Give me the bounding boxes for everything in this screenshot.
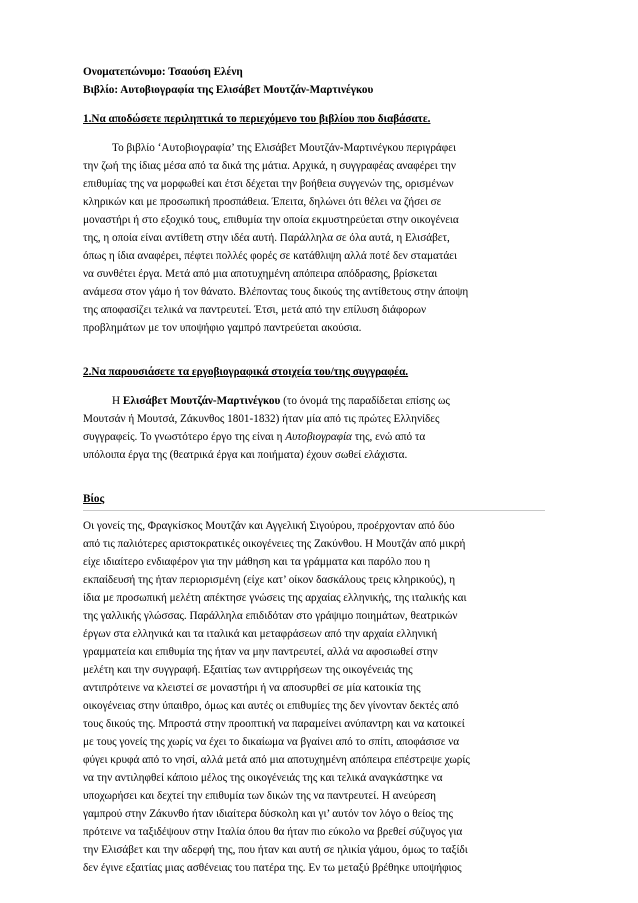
paragraph-line: Οι γονείς της, Φραγκίσκος Μουτζάν και Αγγελική Σιγούρου, προέρχονταν από δύο: [83, 520, 455, 532]
paragraph-line: της, η οποία είναι αντίθετη στην ιδέα αυτή. Παράλληλα σε όλα αυτά, η Ελισάβετ,: [83, 232, 450, 244]
book-title-line: Βιβλίο: Αυτοβιογραφία της Ελισάβετ Μουτζάν-Μαρτινέγκου: [83, 84, 374, 96]
text-span: συγγραφείς. Το γνωστότερο έργο της είναι η: [83, 431, 286, 443]
paragraph-line: Μουτσάν ή Μουτσά, Ζάκυνθος 1801-1832) ήταν μία από τις πρώτες Ελληνίδες: [83, 413, 440, 425]
paragraph-line: μοναστήρι ή στο εξοχικό τους, επιθυμία την οποία εκμυστηρεύεται στην οικογένεια: [83, 214, 459, 226]
paragraph-line: τους δικούς της. Μπροστά στην προοπτική να παραμείνει ανύπαντρη και να κατοικεί: [83, 718, 465, 730]
paragraph-line: γαμπρού στην Ζάκυνθο ήταν ιδιαίτερα δύσκολη και γι’ αυτόν τον λόγο ο θείος της: [83, 808, 453, 820]
paragraph-line: [83, 428, 545, 446]
paragraph-line: γραμματεία και επιθυμία της ήταν να μην παντρευτεί, αλλά να αφοσιωθεί στην: [83, 646, 438, 658]
paragraph-line: κληρικών και με προσωπική προσπάθεια. Έπειτα, δηλώνει ότι θέλει να ζήσει σε: [83, 196, 442, 208]
paragraph-line: είχε ιδιαίτερο ενδιαφέρον για την μάθηση και τα γράμματα και παρόλο που η: [83, 556, 431, 568]
paragraph-line: να την αντιληφθεί κάποιο μέλος της οικογένειάς της και τελικά αναγκάστηκε να: [83, 772, 443, 784]
paragraph-line: ανάμεσα στον γάμο ή τον θάνατο. Βλέποντας τους δικούς της αντίθετους στην άποψη: [83, 286, 469, 298]
document-page: [83, 63, 545, 877]
paragraph-line: πρότεινε να ταξιδέψουν στην Ιταλία όπου θα ήταν πιο εύκολο να βρεθεί σύζυγος για: [83, 826, 463, 838]
paragraph-line: δεν έγινε εξαιτίας μιας ασθένειας του πατέρα της. Εν τω μεταξύ βρέθηκε υποψήφιος: [83, 862, 462, 874]
question-2-heading: 2.Να παρουσιάσετε τα εργοβιογραφικά στοιχεία του/της συγγραφέα.: [83, 366, 409, 378]
paragraph-line: [83, 392, 545, 410]
works-biography-paragraph: [83, 392, 545, 464]
section-divider: [83, 510, 545, 511]
paragraph-line: υπόλοιπα έργα της (θεατρικά έργα και ποιήματα) έχουν σωθεί ελάχιστα.: [83, 449, 408, 461]
summary-paragraph: [83, 139, 545, 337]
paragraph-line: επιθυμίας της να μορφωθεί και έτσι δέχεται την βοήθεια συγγενών της, ορισμένων: [83, 178, 454, 190]
author-name-line: Ονοματεπώνυμο: Τσαούση Ελένη: [83, 66, 243, 78]
paragraph-line: ίδια με προσωπική μελέτη απέκτησε γνώσεις της αρχαίας ελληνικής, της ιταλικής και: [83, 592, 467, 604]
text-span: της, ενώ από τα: [351, 431, 426, 443]
work-title-italic: Αυτοβιογραφία: [285, 431, 352, 443]
text-span: Η: [112, 395, 123, 407]
paragraph-line: προβλημάτων με τον υποψήφιο γαμπρό παντρεύεται ακούσια.: [83, 322, 362, 334]
paragraph-line: την ζωή της ίδιας μέσα από τα δικά της μάτια. Αρχικά, η συγγραφέας αναφέρει την: [83, 160, 456, 172]
bio-heading: Βίος: [83, 493, 105, 505]
author-name-bold: Ελισάβετ Μουτζάν-Μαρτινέγκου: [122, 395, 281, 407]
paragraph-line: της αποφασίζει τελικά να παντρευτεί. Έτσι, μετά από την επίλυση διάφορων: [83, 304, 427, 316]
paragraph-line: Το βιβλίο ‘Αυτοβιογραφία’ της Ελισάβετ Μουτζάν-Μαρτινέγκου περιγράφει: [112, 142, 456, 154]
paragraph-line: εκπαίδευσή της ήταν περιορισμένη (είχε κατ’ οίκον δασκάλους τρεις κληρικούς), η: [83, 574, 456, 586]
paragraph-line: της γαλλικής γλώσσας. Παράλληλα επιδιδόταν στο γράψιμο ποιημάτων, θεατρικών: [83, 610, 458, 622]
paragraph-line: έργων στα ελληνικά και τα ιταλικά και μεταφράσεων από την αρχαία ελληνική: [83, 628, 438, 640]
paragraph-line: να συνθέτει έργα. Μετά από μια αποτυχημένη απόπειρα απόδρασης, βρίσκεται: [83, 268, 438, 280]
paragraph-line: αντιπρότεινε να κλειστεί σε μοναστήρι ή να αποσυρθεί σε μία κατοικία της: [83, 682, 421, 694]
text-span: (το όνομά της παραδίδεται επίσης ως: [280, 395, 450, 407]
paragraph-line: μελέτη και την συγγραφή. Εξαιτίας των αντιρρήσεων της οικογένειάς της: [83, 664, 413, 676]
paragraph-line: από τις παλιότερες αριστοκρατικές οικογένειες της Ζακύνθου. Η Μουτζάν από μικρή: [83, 538, 466, 550]
paragraph-line: οικογένειας στην ύπαιθρο, όμως και αυτές οι επιθυμίες της δεν γίνονταν δεκτές από: [83, 700, 459, 712]
paragraph-line: φύγει κρυφά από το νησί, αλλά μετά από μια αποτυχημένη απόπειρα επέστρεψε χωρίς: [83, 754, 470, 766]
question-1-heading: 1.Να αποδώσετε περιληπτικά το περιεχόμενο του βιβλίου που διαβάσατε.: [83, 113, 431, 125]
paragraph-line: υποχωρήσει και δεχτεί την επιθυμία των δικών της να παντρευτεί. Η ανεύρεση: [83, 790, 437, 802]
paragraph-line: την Ελισάβετ και την αδερφή της, που ήταν και αυτή σε ηλικία γάμου, όμως το ταξίδι: [83, 844, 468, 856]
paragraph-line: όπως η ίδια αναφέρει, πέφτει πολλές φορές σε κατάθλιψη αλλά ποτέ δεν σταματάει: [83, 250, 457, 262]
paragraph-line: με τους γονείς της χωρίς να έχει το δικαίωμα να βγαίνει από το σπίτι, αποφάσισε να: [83, 736, 460, 748]
bio-paragraph: [83, 517, 545, 877]
